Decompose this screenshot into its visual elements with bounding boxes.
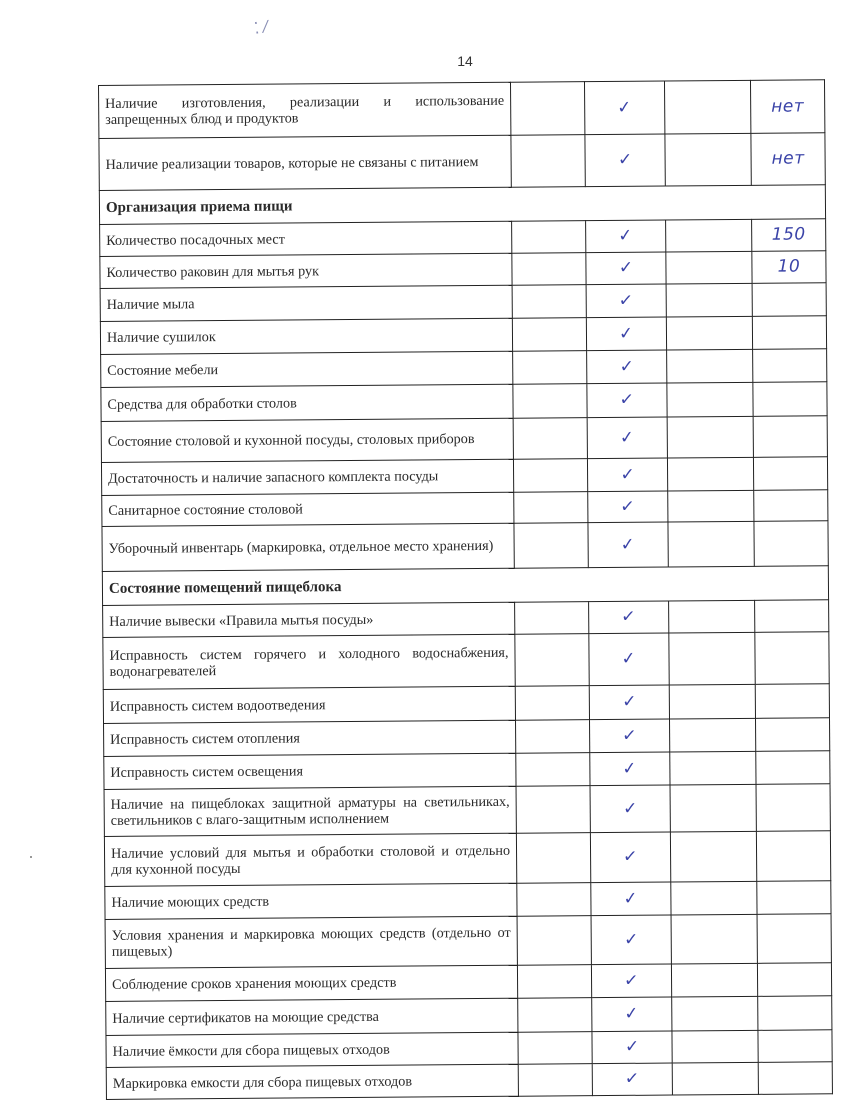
- page-number: 14: [457, 53, 473, 69]
- no-cell: [667, 382, 753, 417]
- blank-cell: [516, 753, 590, 787]
- criterion-label: Наличие изготовления, реализации и использование запрещенных блюд и продуктов: [99, 82, 511, 138]
- criterion-label: Количество раковин для мытья рук: [100, 253, 512, 288]
- yes-cell: [589, 601, 669, 634]
- yes-cell: [589, 685, 669, 720]
- yes-cell: [588, 491, 668, 523]
- yes-cell: [589, 719, 669, 753]
- yes-cell: [590, 785, 670, 833]
- blank-cell: [511, 135, 585, 188]
- no-cell: [672, 1062, 758, 1095]
- handwritten-check-icon: ✓: [620, 495, 636, 517]
- yes-cell: [586, 284, 666, 318]
- handwritten-check-icon: ✓: [622, 691, 637, 712]
- yes-cell: [586, 252, 666, 285]
- blank-cell: [518, 1032, 592, 1065]
- yes-cell: [587, 458, 667, 492]
- blank-cell: [515, 686, 589, 721]
- criterion-label: Наличие реализации товаров, которые не связаны с питанием: [99, 135, 511, 190]
- blank-cell: [517, 965, 591, 999]
- section-header-row: [99, 185, 825, 225]
- handwritten-check-icon: ✓: [624, 1036, 640, 1057]
- note-cell: [753, 416, 827, 458]
- no-cell: [670, 831, 756, 882]
- criterion-label: Наличие мыла: [100, 285, 512, 321]
- yes-cell: [592, 997, 672, 1032]
- note-cell: [753, 457, 827, 491]
- note-cell: [755, 632, 829, 685]
- handwritten-check-icon: ✓: [617, 225, 634, 247]
- no-cell: [667, 457, 753, 491]
- yes-cell: [588, 522, 668, 568]
- yes-cell: [591, 882, 671, 916]
- no-cell: [670, 751, 756, 785]
- yes-cell: [587, 383, 667, 418]
- handwritten-check-icon: ✓: [623, 969, 640, 991]
- checklist-row: [99, 133, 825, 191]
- yes-cell: [585, 134, 665, 187]
- handwritten-note: 150: [771, 224, 806, 245]
- handwritten-check-icon: ✓: [624, 929, 639, 950]
- no-cell: [669, 632, 755, 685]
- no-cell: [672, 1030, 758, 1063]
- no-cell: [671, 914, 757, 964]
- criterion-label: Маркировка емкости для сбора пищевых отходов: [106, 1064, 518, 1099]
- checklist-row: [99, 80, 825, 139]
- checklist-row: [106, 996, 832, 1036]
- no-cell: [669, 600, 755, 633]
- handwritten-note: 10: [777, 256, 801, 277]
- note-cell: [758, 1030, 832, 1063]
- blank-cell: [515, 634, 589, 687]
- no-cell: [666, 316, 752, 350]
- note-cell: [752, 283, 826, 317]
- note-cell: [752, 316, 826, 350]
- handwritten-check-icon: ✓: [623, 887, 639, 909]
- no-cell: [666, 283, 752, 317]
- handwritten-check-icon: ✓: [616, 96, 633, 118]
- no-cell: [665, 133, 751, 186]
- checklist-rows: [99, 80, 833, 1100]
- handwritten-check-icon: ✓: [623, 1003, 640, 1025]
- checklist-row: [104, 831, 830, 887]
- no-cell: [669, 718, 755, 752]
- no-cell: [671, 963, 757, 997]
- note-cell: [750, 80, 824, 134]
- handwritten-note: нет: [771, 148, 805, 169]
- yes-cell: [590, 832, 670, 883]
- blank-cell: [513, 418, 587, 460]
- handwritten-check-icon: ✓: [622, 757, 638, 779]
- handwritten-check-icon: ✓: [621, 648, 637, 670]
- handwritten-note: нет: [771, 95, 805, 117]
- blank-cell: [518, 1064, 592, 1097]
- handwritten-check-icon: ✓: [618, 289, 634, 311]
- note-cell: [757, 914, 831, 964]
- checklist-row: [101, 416, 827, 463]
- note-cell: [758, 996, 832, 1031]
- note-cell: [754, 490, 828, 522]
- yes-cell: [586, 220, 666, 253]
- note-cell: [751, 133, 825, 186]
- yes-cell: [587, 350, 667, 384]
- blank-cell: [514, 492, 588, 524]
- blank-cell: [512, 221, 586, 254]
- yes-cell: [584, 81, 664, 135]
- section-title: Состояние помещений пищеблока: [102, 566, 828, 606]
- note-cell: [756, 751, 830, 785]
- criterion-label: Наличие условий для мытья и обработки столовой и отдельно для кухонной посуды: [104, 833, 516, 886]
- stray-dot: [30, 856, 32, 858]
- criterion-label: Исправность систем отопления: [104, 720, 516, 756]
- criterion-label: Состояние столовой и кухонной посуды, столовых приборов: [101, 418, 513, 462]
- note-cell: [756, 784, 830, 832]
- yes-cell: [592, 1031, 672, 1064]
- yes-cell: [589, 633, 669, 686]
- note-cell: [758, 1062, 832, 1095]
- inspection-checklist-table: [98, 79, 833, 1100]
- no-cell: [671, 881, 757, 915]
- blank-cell: [512, 253, 586, 286]
- checklist-row: [105, 914, 831, 969]
- blank-cell: [513, 384, 587, 419]
- criterion-label: Исправность систем горячего и холодного водоснабжения, водонагревателей: [103, 634, 515, 689]
- checklist-row: [103, 684, 829, 724]
- handwritten-check-icon: ✓: [621, 724, 638, 746]
- criterion-label: Уборочный инвентарь (маркировка, отдельное место хранения): [102, 523, 514, 571]
- handwritten-check-icon: ✓: [620, 606, 637, 628]
- pen-mark: ⁚ ⁄: [252, 17, 269, 38]
- blank-cell: [518, 998, 592, 1033]
- blank-cell: [516, 833, 590, 884]
- criterion-label: Соблюдение сроков хранения моющих средств: [105, 965, 517, 1001]
- checklist-row: [106, 1062, 832, 1100]
- note-cell: [752, 251, 826, 284]
- note-cell: [755, 684, 829, 719]
- section-header-row: [102, 566, 828, 606]
- blank-cell: [514, 523, 588, 569]
- handwritten-check-icon: ✓: [618, 257, 634, 278]
- checklist-sheet: [98, 79, 832, 1115]
- blank-cell: [513, 459, 587, 493]
- checklist-row: [102, 521, 828, 572]
- no-cell: [668, 490, 754, 522]
- no-cell: [666, 251, 752, 284]
- note-cell: [753, 382, 827, 417]
- checklist-row: [101, 382, 827, 422]
- note-cell: [755, 600, 829, 633]
- blank-cell: [513, 351, 587, 385]
- yes-cell: [591, 915, 671, 965]
- yes-cell: [591, 964, 671, 998]
- blank-cell: [517, 916, 591, 966]
- note-cell: [756, 831, 830, 882]
- blank-cell: [517, 883, 591, 917]
- yes-cell: [592, 1063, 672, 1096]
- yes-cell: [587, 417, 667, 459]
- criterion-label: Наличие на пищеблоках защитной арматуры на светильниках, светильников с влаго-защитным исполнением: [104, 786, 516, 836]
- criterion-label: Количество посадочных мест: [100, 221, 512, 256]
- no-cell: [664, 80, 750, 134]
- blank-cell: [515, 602, 589, 635]
- section-title: Организация приема пищи: [99, 185, 825, 225]
- handwritten-check-icon: ✓: [624, 1068, 641, 1090]
- note-cell: [753, 349, 827, 383]
- criterion-label: Наличие ёмкости для сбора пищевых отходов: [106, 1032, 518, 1067]
- criterion-label: Санитарное состояние столовой: [102, 492, 514, 526]
- handwritten-check-icon: ✓: [622, 798, 638, 819]
- note-cell: [757, 881, 831, 915]
- blank-cell: [516, 786, 590, 834]
- yes-cell: [586, 317, 666, 351]
- note-cell: [752, 219, 826, 252]
- criterion-label: Средства для обработки столов: [101, 384, 513, 421]
- handwritten-check-icon: ✓: [617, 149, 633, 170]
- blank-cell: [512, 318, 586, 352]
- checklist-row: [104, 784, 830, 837]
- blank-cell: [516, 720, 590, 754]
- blank-cell: [512, 285, 586, 319]
- handwritten-check-icon: ✓: [618, 322, 635, 344]
- criterion-label: Наличие сертификатов на моющие средства: [106, 998, 518, 1035]
- no-cell: [668, 521, 754, 567]
- no-cell: [666, 219, 752, 252]
- no-cell: [667, 349, 753, 383]
- criterion-label: Наличие сушилок: [100, 318, 512, 354]
- handwritten-check-icon: ✓: [619, 356, 634, 377]
- yes-cell: [590, 752, 670, 786]
- handwritten-check-icon: ✓: [619, 389, 635, 411]
- no-cell: [672, 996, 758, 1031]
- criterion-label: Наличие вывески «Правила мытья посуды»: [103, 602, 515, 637]
- criterion-label: Наличие моющих средств: [105, 883, 517, 919]
- handwritten-check-icon: ✓: [620, 464, 635, 485]
- handwritten-check-icon: ✓: [619, 426, 636, 448]
- criterion-label: Состояние мебели: [101, 351, 513, 387]
- blank-cell: [510, 82, 584, 136]
- handwritten-check-icon: ✓: [620, 533, 637, 555]
- checklist-row: [103, 632, 829, 690]
- note-cell: [755, 718, 829, 752]
- handwritten-check-icon: ✓: [622, 846, 639, 868]
- criterion-label: Условия хранения и маркировка моющих средств (отдельно от пищевых): [105, 916, 517, 968]
- note-cell: [757, 963, 831, 997]
- criterion-label: Исправность систем освещения: [104, 753, 516, 789]
- no-cell: [670, 784, 756, 832]
- no-cell: [667, 416, 753, 458]
- criterion-label: Исправность систем водоотведения: [103, 686, 515, 723]
- note-cell: [754, 521, 828, 567]
- criterion-label: Достаточность и наличие запасного комплекта посуды: [101, 459, 513, 495]
- no-cell: [669, 684, 755, 719]
